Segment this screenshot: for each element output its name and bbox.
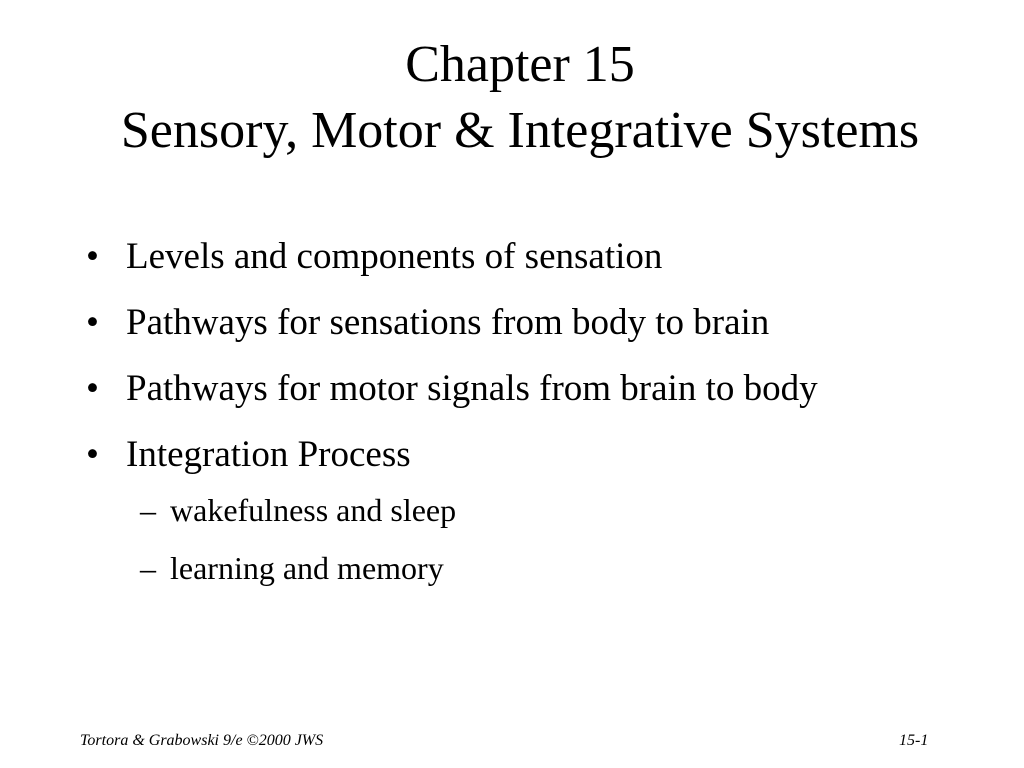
- bullet-marker: •: [86, 236, 99, 277]
- bullet-text: Pathways for motor signals from brain to body: [126, 368, 818, 409]
- sub-bullet-marker: –: [140, 550, 156, 586]
- bullet-item: [86, 296, 818, 362]
- bullet-marker: •: [86, 368, 99, 409]
- title-line-2: Sensory, Motor & Integrative Systems: [120, 102, 920, 159]
- bullet-text: Pathways for sensations from body to brain: [126, 302, 770, 343]
- sub-bullet-item: [86, 548, 818, 606]
- bullet-item: [86, 428, 818, 490]
- footer-page-number: 15-1: [899, 732, 929, 749]
- bullet-marker: •: [86, 434, 99, 475]
- sub-bullet-group: [86, 490, 818, 606]
- bullet-item: [86, 230, 818, 296]
- sub-bullet-marker: –: [140, 492, 156, 528]
- slide-title: [0, 32, 1024, 164]
- footer-citation: Tortora & Grabowski 9/e ©2000 JWS: [80, 732, 324, 749]
- bullet-marker: •: [86, 302, 99, 343]
- sub-bullet-item: [86, 490, 818, 548]
- bullet-item: [86, 362, 818, 428]
- bullet-list: [86, 230, 818, 606]
- sub-bullet-text: wakefulness and sleep: [170, 492, 457, 528]
- title-line-1: Chapter 15: [405, 36, 635, 93]
- bullet-text: Integration Process: [126, 434, 411, 475]
- sub-bullet-list: [86, 490, 818, 606]
- bullet-text: Levels and components of sensation: [126, 236, 663, 277]
- sub-bullet-text: learning and memory: [170, 550, 444, 586]
